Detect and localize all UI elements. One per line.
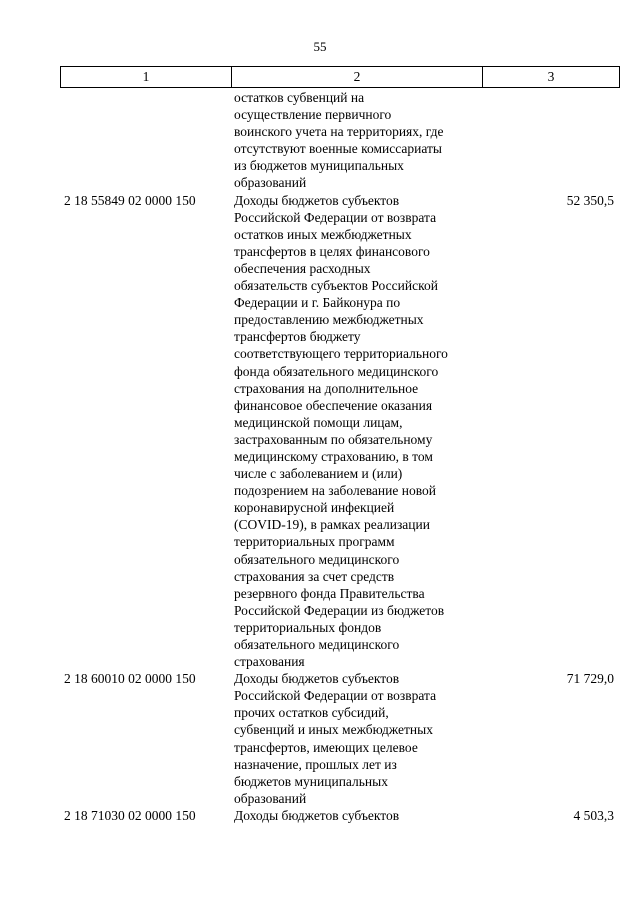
description-line: (COVID-19), в рамках реализации: [234, 517, 430, 533]
income-code: 2 18 55849 02 0000 150: [64, 192, 196, 208]
column-header-3: 3: [483, 67, 620, 88]
description-line: медицинскому страхованию, в том: [234, 448, 433, 464]
description-line: из бюджетов муниципальных: [234, 158, 404, 174]
description-line: осуществление первичного: [234, 107, 392, 123]
column-header-table: [60, 66, 620, 88]
description-line: страхования за счет средств: [234, 568, 395, 584]
description-line: страхования на дополнительное: [234, 380, 419, 396]
income-amount: 52 350,5: [566, 192, 614, 208]
description-line: трансфертов в целях финансового: [234, 243, 430, 259]
description-line: трансфертов бюджету: [234, 329, 361, 345]
description-line: образований: [234, 790, 307, 806]
description-line: финансовое обеспечение оказания: [234, 397, 433, 413]
income-description: [232, 670, 482, 807]
description-line: Российской Федерации от возврата: [234, 688, 437, 704]
description-line: Доходы бюджетов субъектов: [234, 192, 400, 208]
description-line: соответствующего территориального: [234, 346, 448, 362]
description-line: обеспечения расходных: [234, 260, 371, 276]
table-row: [60, 807, 616, 824]
description-line: фонда обязательного медицинского: [234, 363, 439, 379]
column-header-2: 2: [232, 67, 483, 88]
income-code: [60, 89, 232, 192]
description-line: страхования: [234, 654, 305, 670]
income-code: 2 18 60010 02 0000 150: [64, 671, 196, 687]
description-line: Доходы бюджетов субъектов: [234, 671, 400, 687]
description-line: трансфертов, имеющих целевое: [234, 739, 418, 755]
description-line: Российской Федерации от возврата: [234, 209, 437, 225]
table-row: [60, 670, 616, 807]
description-line: резервного фонда Правительства: [234, 585, 425, 601]
description-line: назначение, прошлых лет из: [234, 756, 397, 772]
table-row: [60, 89, 616, 192]
description-line: подозрением на заболевание новой: [234, 483, 436, 499]
income-description: [232, 807, 482, 824]
description-line: территориальных программ: [234, 534, 395, 550]
description-line: образований: [234, 175, 307, 191]
description-line: предоставлению межбюджетных: [234, 312, 424, 328]
description-line: отсутствуют военные комиссариаты: [234, 141, 442, 157]
description-line: остатков субвенций на: [234, 90, 365, 105]
income-amount: 4 503,3: [573, 807, 614, 823]
description-line: Доходы бюджетов субъектов: [234, 807, 400, 823]
description-line: субвенций и иных межбюджетных: [234, 722, 433, 738]
column-header-1: 1: [61, 67, 232, 88]
description-line: Российской Федерации из бюджетов: [234, 602, 445, 618]
description-line: территориальных фондов: [234, 619, 382, 635]
table-row: [60, 192, 616, 671]
description-line: обязательного медицинского: [234, 637, 400, 652]
column-header-row: [61, 67, 620, 88]
income-description: [232, 192, 482, 671]
income-description: [232, 89, 482, 192]
description-line: застрахованным по обязательному: [234, 431, 433, 447]
income-amount: [482, 89, 616, 192]
income-amount: 71 729,0: [566, 671, 614, 687]
description-line: обязательств субъектов Российской: [234, 278, 438, 294]
description-line: числе с заболеванием и (или): [234, 466, 403, 482]
description-line: Федерации и г. Байконура по: [234, 295, 401, 311]
description-line: обязательного медицинского: [234, 551, 400, 567]
description-line: бюджетов муниципальных: [234, 773, 388, 789]
page-number: 55: [313, 39, 327, 54]
description-line: медицинской помощи лицам,: [234, 414, 403, 430]
description-line: прочих остатков субсидий,: [234, 705, 389, 721]
description-line: воинского учета на территориях, где: [234, 124, 444, 140]
description-line: остатков иных межбюджетных: [234, 226, 412, 242]
budget-table-body: [60, 89, 616, 824]
description-line: коронавирусной инфекцией: [234, 500, 395, 516]
income-code: 2 18 71030 02 0000 150: [64, 807, 196, 823]
